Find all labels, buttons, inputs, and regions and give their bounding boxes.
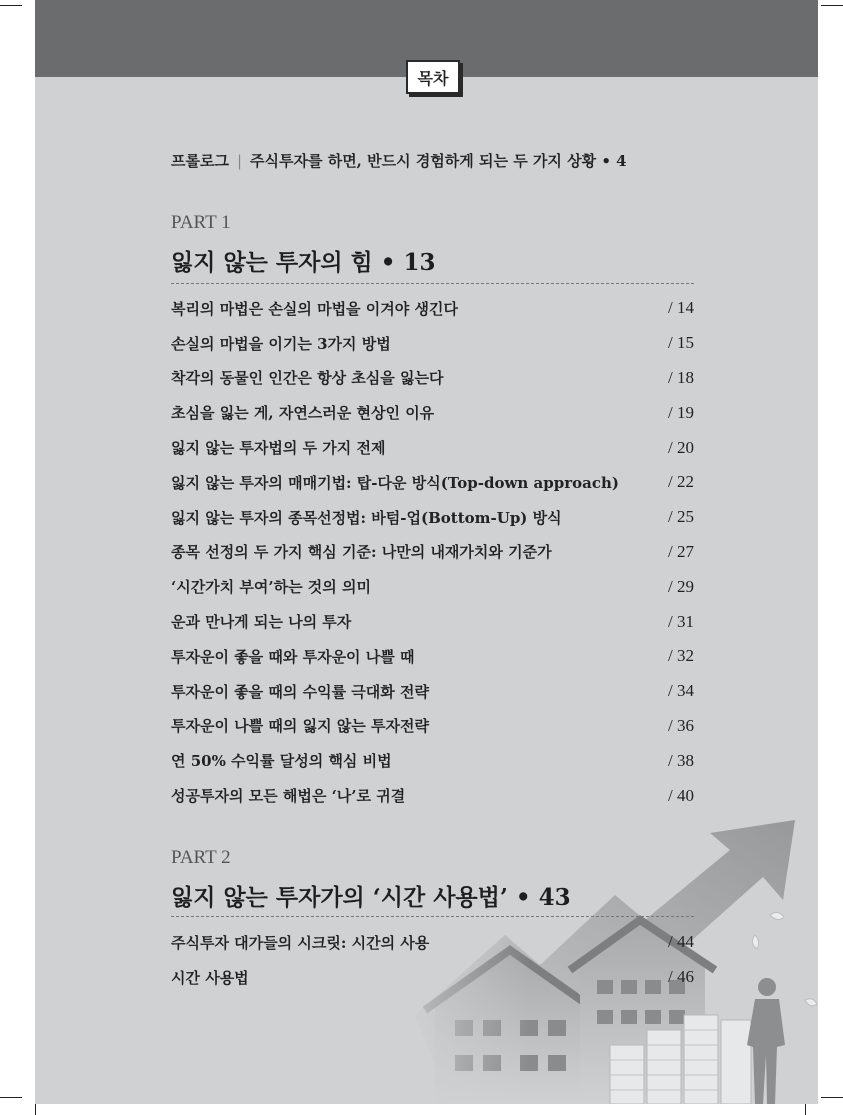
toc-entry[interactable] [171,925,694,960]
toc-entry-title: 잃지 않는 투자의 종목선정법: 바텀-업(Bottom-Up) 방식 [171,508,562,527]
toc-entry-page: / 38 [668,750,694,770]
toc-entry[interactable] [171,709,694,744]
part-1-divider [171,283,694,284]
crop-mark [35,1104,36,1115]
toc-entry-page: / 19 [668,402,694,422]
page-title: 목차 [406,60,460,94]
toc-entry-page: / 31 [668,611,694,631]
toc-entry-title: 시간 사용법 [171,968,249,987]
toc-entry-title: 성공투자의 모든 해법은 ‘나’로 귀결 [171,787,406,806]
toc-entry-page: / 29 [668,576,694,596]
toc-entry[interactable] [171,743,694,778]
toc-entry-page: / 27 [668,541,694,561]
toc-entry-title: 주식투자 대가들의 시크릿: 시간의 사용 [171,933,430,952]
crop-mark [805,1104,806,1115]
toc-entry-page: / 14 [668,298,694,318]
crop-mark [0,5,22,6]
toc-entry-page: / 32 [668,646,694,666]
toc-entry[interactable] [171,674,694,709]
toc-entry[interactable] [171,500,694,535]
toc-entry-title: 연 50% 수익률 달성의 핵심 비법 [171,752,392,771]
crop-mark [821,5,843,6]
toc-entry[interactable] [171,604,694,639]
toc-entry-title: 초심을 잃는 게, 자연스러운 현상인 이유 [171,404,435,423]
part-2-label: PART 2 [171,847,231,868]
toc-entry-title: 투자운이 나쁠 때의 잃지 않는 투자전략 [171,717,429,736]
part-1-title[interactable]: 잃지 않는 투자의 힘 • 13 [171,249,436,276]
part-2-divider [171,916,694,917]
toc-entry-page: / 44 [668,932,694,952]
toc-entry-page: / 22 [668,472,694,492]
toc-entry-title: 복리의 마법은 손실의 마법을 이겨야 생긴다 [171,299,458,318]
toc-entry-title: 잃지 않는 투자법의 두 가지 전제 [171,439,386,458]
part-1-toc-list [171,291,694,813]
toc-entry-page: / 36 [668,715,694,735]
toc-page [35,0,818,1104]
toc-entry[interactable] [171,960,694,995]
part-1-label: PART 1 [171,212,231,233]
part-2-toc-list [171,925,694,995]
prologue-label: 프롤로그 [171,152,229,170]
toc-entry[interactable] [171,361,694,396]
toc-entry-page: / 40 [668,785,694,805]
prologue-separator: | [236,152,243,170]
toc-entry[interactable] [171,569,694,604]
toc-entry-title: 투자운이 좋을 때와 투자운이 나쁠 때 [171,647,415,666]
toc-entry[interactable] [171,465,694,500]
toc-entry[interactable] [171,430,694,465]
part-2-title[interactable]: 잃지 않는 투자가의 ‘시간 사용법’ • 43 [171,884,571,911]
crop-mark [0,1097,22,1098]
toc-entry-title: 착각의 동물인 인간은 항상 초심을 잃는다 [171,369,444,388]
toc-entry-title: 손실의 마법을 이기는 3가지 방법 [171,334,391,353]
toc-entry[interactable] [171,535,694,570]
toc-entry[interactable] [171,778,694,813]
toc-entry[interactable] [171,639,694,674]
toc-entry-page: / 20 [668,437,694,457]
toc-entry-title: ‘시간가치 부여’하는 것의 의미 [171,578,371,597]
toc-entry[interactable] [171,395,694,430]
toc-entry-page: / 34 [668,681,694,701]
toc-entry[interactable] [171,291,694,326]
toc-entry-title: 잃지 않는 투자의 매매기법: 탑-다운 방식(Top-down approach) [171,473,619,492]
prologue-entry[interactable] [171,150,627,171]
toc-entry-title: 운과 만나게 되는 나의 투자 [171,613,352,632]
toc-entry-title: 종목 선정의 두 가지 핵심 기준: 나만의 내재가치와 기준가 [171,543,552,562]
toc-entry-page: / 18 [668,367,694,387]
crop-mark [821,1097,843,1098]
prologue-title: 주식투자를 하면, 반드시 경험하게 되는 두 가지 상황 • 4 [250,152,627,170]
toc-entry-page: / 15 [668,333,694,353]
toc-entry-page: / 46 [668,967,694,987]
toc-entry-page: / 25 [668,507,694,527]
toc-entry-title: 투자운이 좋을 때의 수익률 극대화 전략 [171,682,429,701]
toc-entry[interactable] [171,326,694,361]
